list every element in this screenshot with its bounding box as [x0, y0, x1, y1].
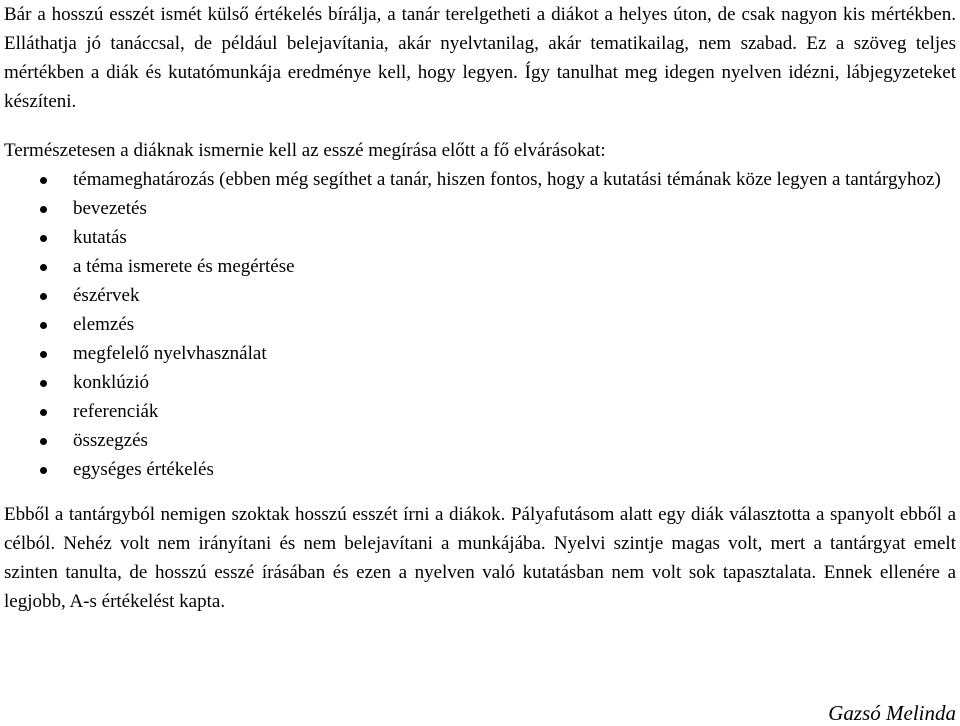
bullet-icon	[40, 235, 47, 242]
list-item	[4, 455, 956, 484]
list-item-text: kutatás	[73, 227, 127, 248]
list-item-text: témameghatározás (ebben még segíthet a tanár, hiszen fontos, hogy a kutatási témának köze legyen a tantárgyhoz)	[73, 169, 941, 190]
list-item-text: észérvek	[73, 285, 140, 306]
list-item	[4, 368, 956, 397]
requirements-list	[4, 165, 956, 484]
bullet-icon	[40, 206, 47, 213]
bullet-icon	[40, 351, 47, 358]
list-item	[4, 194, 956, 223]
list-item	[4, 281, 956, 310]
bullet-icon	[40, 409, 47, 416]
bullet-icon	[40, 293, 47, 300]
bullet-icon	[40, 177, 47, 184]
list-item	[4, 165, 956, 194]
list-item	[4, 310, 956, 339]
bullet-icon	[40, 380, 47, 387]
list-item-text: összegzés	[73, 430, 148, 451]
list-item-text: konklúzió	[73, 372, 149, 393]
list-item	[4, 397, 956, 426]
list-item-text: elemzés	[73, 314, 135, 335]
conclusion-paragraph: Ebből a tantárgyból nemigen szoktak hosszú esszét írni a diákok. Pályafutásom alatt egy diák választotta a spanyolt ebből a célból. Nehéz volt nem irányítani és nem belejavítani a munkájába. Nyelvi szintje magas volt, mert a tantárgyat emelt szinten tanulta, de hosszú esszé írásában és ezen a nyelven való kutatásban nem volt sok tapasztalata. Ennek ellenére a legjobb, A-s értékelést kapta.	[4, 504, 956, 612]
bullet-icon	[40, 322, 47, 329]
list-item	[4, 339, 956, 368]
author-signature: Gazsó Melinda	[828, 701, 956, 725]
list-item	[4, 426, 956, 455]
requirements-intro-paragraph: Természetesen a diáknak ismernie kell az esszé megírása előtt a fő elvárásokat:	[4, 140, 606, 161]
list-item-text: bevezetés	[73, 198, 147, 219]
document-page	[4, 0, 956, 616]
list-item-text: referenciák	[73, 401, 159, 422]
intro-paragraph: Bár a hosszú esszét ismét külső értékelés bírálja, a tanár terelgetheti a diákot a helyes úton, de csak nagyon kis mértékben. Elláthatja jó tanáccsal, de például belejavítania, akár nyelvtanilag, akár tematikailag, nem szabad. Ez a szöveg teljes mértékben a diák és kutatómunkája eredménye kell, hogy legyen. Így tanulhat meg idegen nyelven idézni, lábjegyzeteket készíteni.	[4, 4, 956, 112]
bullet-icon	[40, 264, 47, 271]
bullet-icon	[40, 438, 47, 445]
list-item-text: egységes értékelés	[73, 459, 214, 480]
list-item	[4, 223, 956, 252]
list-item-text: megfelelő nyelvhasználat	[73, 343, 267, 364]
list-item	[4, 252, 956, 281]
list-item-text: a téma ismerete és megértése	[73, 256, 295, 277]
bullet-icon	[40, 467, 47, 474]
